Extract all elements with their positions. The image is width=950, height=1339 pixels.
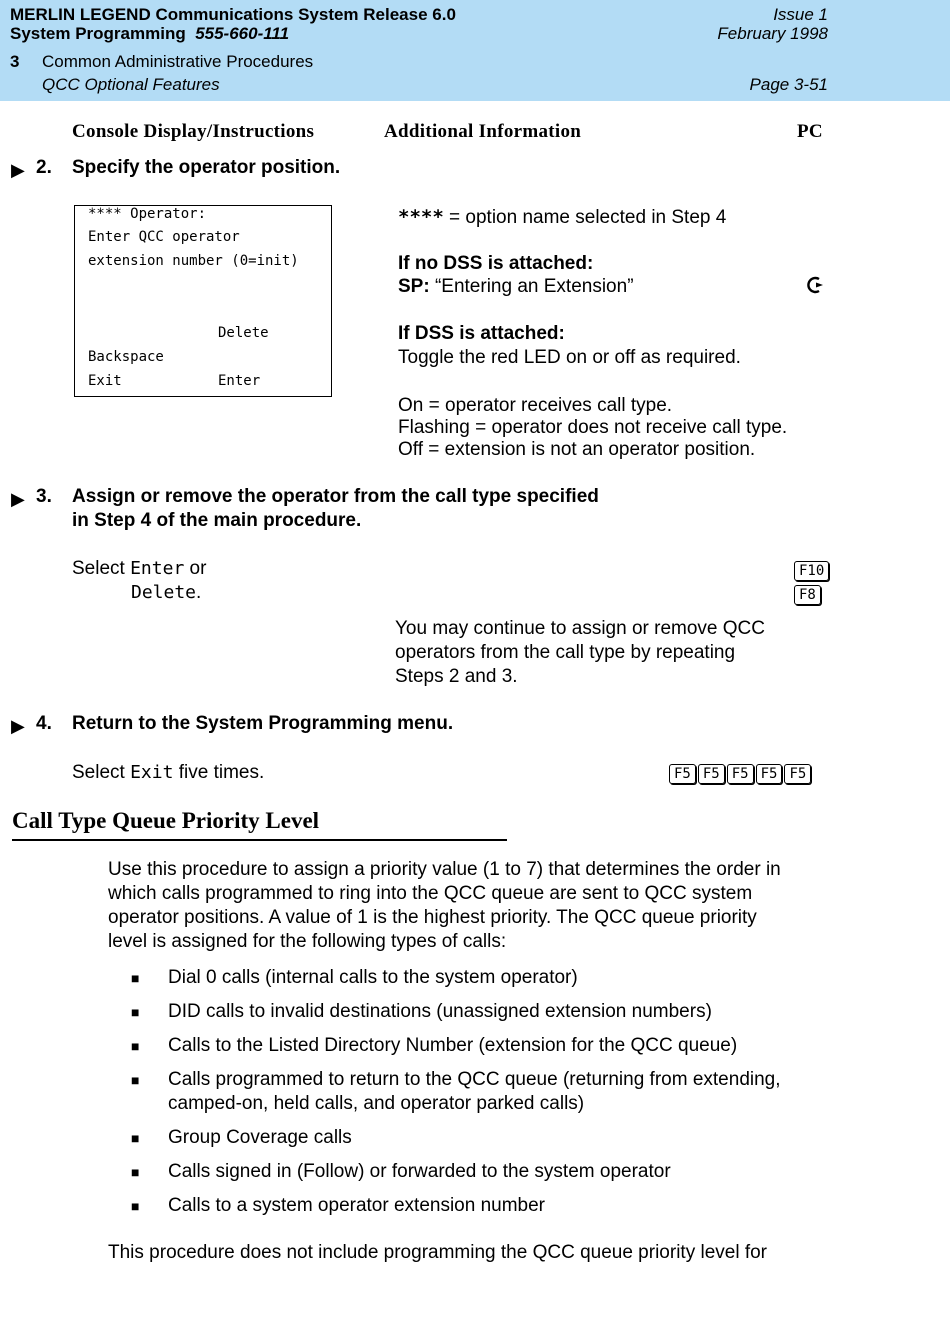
delete-command: Delete	[131, 582, 197, 603]
list-item: Calls to the Listed Directory Number (extension for the QCC queue)	[168, 1035, 738, 1056]
chapter-number: 3	[10, 52, 20, 71]
function-key-f5: F5	[669, 764, 696, 784]
list-item: Group Coverage calls	[168, 1127, 352, 1148]
step-2-title: Specify the operator position.	[72, 157, 341, 178]
dss-heading: If DSS is attached:	[398, 323, 565, 344]
document-subtitle: System Programming 555-660-111	[10, 24, 290, 43]
exit-command: Exit	[130, 762, 174, 783]
console-display	[74, 205, 332, 397]
step-arrow-icon: ▶	[11, 160, 25, 180]
intro-line-3: operator positions. A value of 1 is the highest priority. The QCC queue priority	[108, 907, 757, 928]
intro-line-4: level is assigned for the following types of calls:	[108, 931, 507, 952]
list-item: Calls signed in (Follow) or forwarded to the system operator	[168, 1161, 671, 1182]
step-3-title-line-1: Assign or remove the operator from the call type specified	[72, 486, 599, 507]
select-exit-instruction: Select Exit five times.	[72, 762, 265, 783]
function-key-f5: F5	[727, 764, 754, 784]
no-dss-heading: If no DSS is attached:	[398, 253, 594, 274]
repeat-note-line-2: operators from the call type by repeating	[395, 642, 736, 663]
function-key-f5: F5	[756, 764, 783, 784]
led-off-text: Off = extension is not an operator position.	[398, 439, 756, 460]
step-2-number: 2.	[36, 157, 52, 178]
display-line-3: extension number (0=init)	[88, 253, 299, 269]
section-heading: Call Type Queue Priority Level	[12, 808, 320, 833]
function-key-f5: F5	[698, 764, 725, 784]
bullet-icon: ■	[131, 970, 140, 986]
list-item: Calls to a system operator extension number	[168, 1195, 546, 1216]
function-key-sequence	[667, 764, 811, 784]
led-on-text: On = operator receives call type.	[398, 395, 673, 416]
list-item-continuation: camped-on, held calls, and operator parked calls)	[168, 1093, 585, 1114]
bullet-icon: ■	[131, 1072, 140, 1088]
sp-reference: SP: “Entering an Extension”	[398, 276, 634, 297]
issue-date: February 1998	[717, 24, 828, 43]
list-item: Calls programmed to return to the QCC queue (returning from extending,	[168, 1069, 781, 1090]
step-3-title-line-2: in Step 4 of the main procedure.	[72, 510, 362, 531]
list-item: DID calls to invalid destinations (unassigned extension numbers)	[168, 1001, 712, 1022]
stars-note: **** = option name selected in Step 4	[398, 206, 727, 228]
section-name: QCC Optional Features	[42, 75, 220, 94]
display-exit: Exit	[88, 373, 122, 389]
bullet-icon: ■	[131, 1038, 140, 1054]
phone-handset-icon	[805, 276, 825, 299]
bullet-icon: ■	[131, 1004, 140, 1020]
intro-line-2: which calls programmed to ring into the QCC queue are sent to QCC system	[108, 883, 753, 904]
page-number: Page 3-51	[749, 75, 828, 94]
function-key-f5: F5	[784, 764, 811, 784]
bullet-icon: ■	[131, 1198, 140, 1214]
bullet-icon: ■	[131, 1130, 140, 1146]
column-heading-pc: PC	[797, 121, 823, 142]
dss-instruction: Toggle the red LED on or off as required.	[398, 347, 741, 368]
bullet-icon: ■	[131, 1164, 140, 1180]
led-flashing-text: Flashing = operator does not receive call type.	[398, 417, 788, 438]
enter-command: Enter	[130, 558, 185, 579]
step-4-number: 4.	[36, 713, 52, 734]
list-item: Dial 0 calls (internal calls to the system operator)	[168, 967, 578, 988]
select-delete-instruction: Delete.	[131, 582, 202, 603]
document-title: MERLIN LEGEND Communications System Release 6.0	[10, 5, 456, 24]
step-3-number: 3.	[36, 486, 52, 507]
display-backspace: Backspace	[88, 349, 164, 365]
repeat-note-line-1: You may continue to assign or remove QCC	[395, 618, 765, 639]
step-arrow-icon: ▶	[11, 716, 25, 736]
display-line-1: **** Operator:	[88, 206, 207, 222]
display-delete: Delete	[218, 325, 269, 341]
section-underline	[12, 839, 507, 841]
display-line-2: Enter QCC operator	[88, 229, 240, 245]
chapter-title: Common Administrative Procedures	[42, 52, 314, 71]
intro-line-1: Use this procedure to assign a priority value (1 to 7) that determines the order in	[108, 859, 781, 880]
function-key-f10: F10	[792, 561, 829, 581]
document-number: 555-660-111	[195, 24, 290, 43]
column-heading-console: Console Display/Instructions	[72, 121, 315, 142]
closing-paragraph: This procedure does not include programming the QCC queue priority level for	[108, 1242, 767, 1263]
step-arrow-icon: ▶	[11, 489, 25, 509]
function-key-f8: F8	[792, 585, 821, 605]
issue-label: Issue 1	[773, 5, 828, 24]
stars-symbol: ****	[398, 206, 444, 228]
step-4-title: Return to the System Programming menu.	[72, 713, 454, 734]
page-header	[0, 0, 950, 101]
display-enter: Enter	[218, 373, 261, 389]
select-enter-instruction: Select Enter or	[72, 558, 207, 579]
repeat-note-line-3: Steps 2 and 3.	[395, 666, 518, 687]
column-heading-info: Additional Information	[384, 121, 582, 142]
